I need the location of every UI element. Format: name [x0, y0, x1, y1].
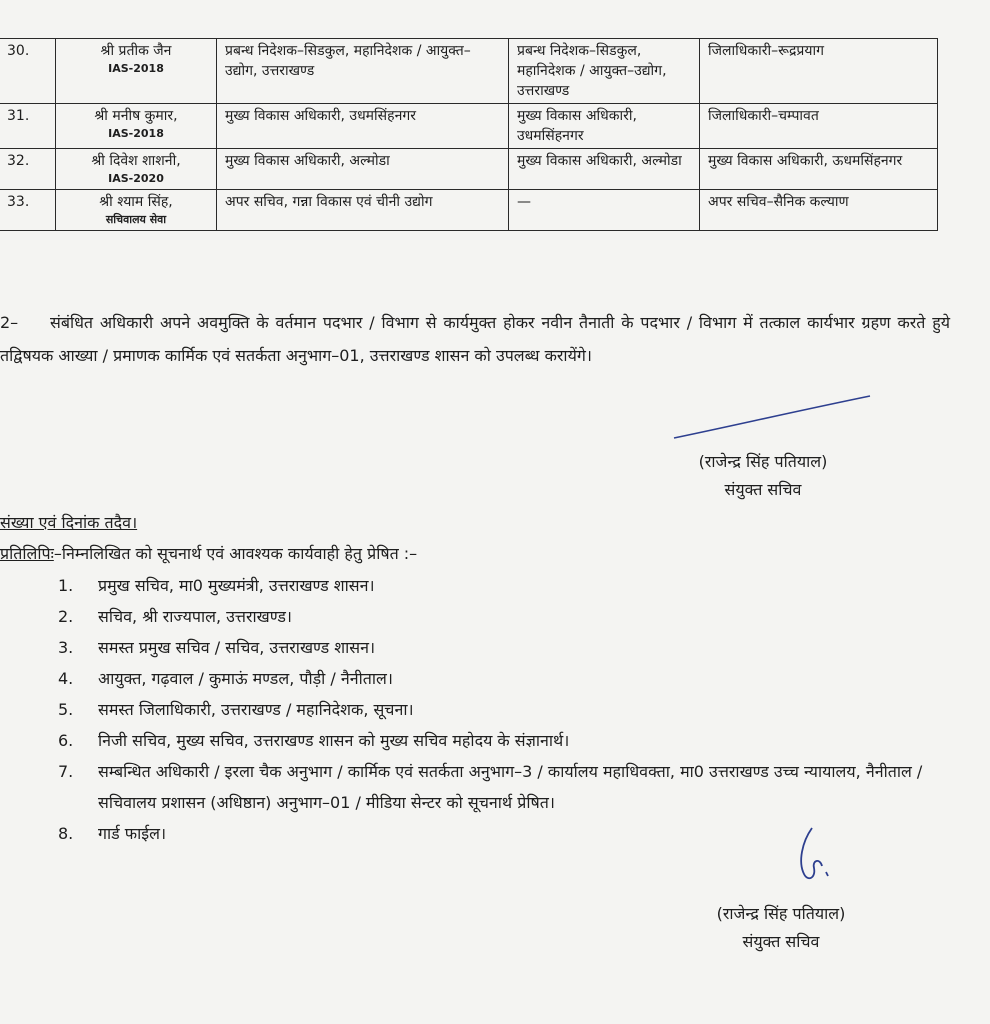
copy-to-heading: [0, 542, 417, 564]
reference-line: संख्या एवं दिनांक तदैव।: [0, 513, 138, 532]
officer-name: श्री दिवेश शाशनी,: [91, 153, 181, 169]
from-post-cell: प्रबन्ध निदेशक–सिडकुल, महानिदेशक / आयुक्त–उद्योग, उत्तराखण्ड: [217, 39, 509, 104]
officer-name: श्री श्याम सिंह,: [99, 194, 173, 210]
current-post-cell: —: [509, 190, 700, 231]
list-item: [58, 632, 958, 663]
signatory-1-designation: संयुक्त सचिव: [724, 480, 802, 499]
table-row: [0, 149, 938, 190]
new-post-cell: अपर सचिव–सैनिक कल्याण: [700, 190, 938, 231]
signatory-block-2: [686, 900, 876, 956]
new-post-cell: जिलाधिकारी–रूद्रप्रयाग: [700, 39, 938, 104]
from-post-cell: मुख्य विकास अधिकारी, अल्मोडा: [217, 149, 509, 190]
postings-table-body: [0, 39, 938, 231]
current-post-cell: मुख्य विकास अधिकारी, अल्मोडा: [509, 149, 700, 190]
signatory-1-name: (राजेन्द्र सिंह पतियाल): [698, 452, 828, 471]
officer-name: श्री मनीष कुमार,: [94, 108, 178, 124]
list-item: [58, 570, 958, 601]
instruction-paragraph: [0, 306, 950, 372]
row-number: 32.: [0, 149, 56, 190]
list-item-number: 6.: [58, 731, 74, 750]
table-row: [0, 104, 938, 149]
list-item: [58, 694, 958, 725]
new-post-cell: मुख्य विकास अधिकारी, ऊधमसिंहनगर: [700, 149, 938, 190]
officer-name: श्री प्रतीक जैन: [100, 43, 172, 59]
initials-signature: [790, 822, 840, 892]
table-row: [0, 190, 938, 231]
signatory-block-1: [668, 448, 858, 504]
row-number: 30.: [0, 39, 56, 104]
signatory-2-name: (राजेन्द्र सिंह पतियाल): [716, 904, 846, 923]
list-item-number: 3.: [58, 638, 74, 657]
row-number: 33.: [0, 190, 56, 231]
list-item: [58, 756, 958, 818]
officer-batch: IAS-2018: [108, 127, 164, 140]
list-item-text: गार्ड फाईल।: [98, 824, 167, 843]
list-item-number: 8.: [58, 824, 74, 843]
list-item-text: निजी सचिव, मुख्य सचिव, उत्तराखण्ड शासन को मुख्य सचिव महोदय के संज्ञानार्थ।: [98, 731, 570, 750]
current-post-cell: प्रबन्ध निदेशक–सिडकुल, महानिदेशक / आयुक्त–उद्योग, उत्तराखण्ड: [509, 39, 700, 104]
table-row: [0, 39, 938, 104]
list-item: [58, 601, 958, 632]
list-item-text: आयुक्त, गढ़वाल / कुमाऊं मण्डल, पौड़ी / नैनीताल।: [98, 669, 393, 688]
copy-to-list: [58, 570, 958, 849]
instruction-text: संबंधित अधिकारी अपने अवमुक्ति के वर्तमान पदभार / विभाग से कार्यमुक्त होकर नवीन तैनाती के पदभार / विभाग में तत्काल कार्यभार ग्रहण करते हुये तद्विषयक आख्या / प्रमाणक कार्मिक एवं सतर्कता अनुभाग–01, उत्तराखण्ड शासन को उपलब्ध करायेंगे।: [0, 313, 950, 365]
officer-batch: IAS-2018: [108, 62, 164, 75]
copy-to-text: –निम्नलिखित को सूचनार्थ एवं आवश्यक कार्यवाही हेतु प्रेषित :–: [53, 544, 418, 563]
officer-name-cell: [56, 190, 217, 231]
list-item-text: समस्त जिलाधिकारी, उत्तराखण्ड / महानिदेशक, सूचना।: [98, 700, 414, 719]
list-item-number: 7.: [58, 762, 74, 781]
list-item-number: 4.: [58, 669, 74, 688]
officer-name-cell: [56, 149, 217, 190]
signatory-2-designation: संयुक्त सचिव: [742, 932, 820, 951]
row-number: 31.: [0, 104, 56, 149]
officer-batch: IAS-2020: [108, 172, 164, 185]
officer-batch: सचिवालय सेवा: [105, 213, 167, 226]
list-item-text: सम्बन्धित अधिकारी / इरला चैक अनुभाग / कार्मिक एवं सतर्कता अनुभाग–3 / कार्यालय महाधिवक्ता, मा0 उत्तराखण्ड उच्च न्यायालय, नैनीताल / सचिवालय प्रशासन (अधिष्ठान) अनुभाग–01 / मीडिया सेन्टर को सूचनार्थ प्रेषित।: [98, 762, 923, 812]
officer-name-cell: [56, 39, 217, 104]
list-item-text: समस्त प्रमुख सचिव / सचिव, उत्तराखण्ड शासन।: [98, 638, 376, 657]
list-item-text: सचिव, श्री राज्यपाल, उत्तराखण्ड।: [98, 607, 292, 626]
instruction-dash: 2–: [0, 313, 19, 332]
from-post-cell: मुख्य विकास अधिकारी, उधमसिंहनगर: [217, 104, 509, 149]
from-post-cell: अपर सचिव, गन्ना विकास एवं चीनी उद्योग: [217, 190, 509, 231]
list-item: [58, 663, 958, 694]
signature-mark-1: [672, 392, 872, 442]
new-post-cell: जिलाधिकारी–चम्पावत: [700, 104, 938, 149]
current-post-cell: मुख्य विकास अधिकारी, उधमसिंहनगर: [509, 104, 700, 149]
officer-name-cell: [56, 104, 217, 149]
list-item-number: 2.: [58, 607, 74, 626]
list-item-number: 5.: [58, 700, 74, 719]
list-item: [58, 725, 958, 756]
copy-to-label: प्रतिलिपिः: [0, 544, 54, 563]
list-item-number: 1.: [58, 576, 74, 595]
list-item-text: प्रमुख सचिव, मा0 मुख्यमंत्री, उत्तराखण्ड शासन।: [98, 576, 375, 595]
postings-table: [0, 38, 938, 231]
